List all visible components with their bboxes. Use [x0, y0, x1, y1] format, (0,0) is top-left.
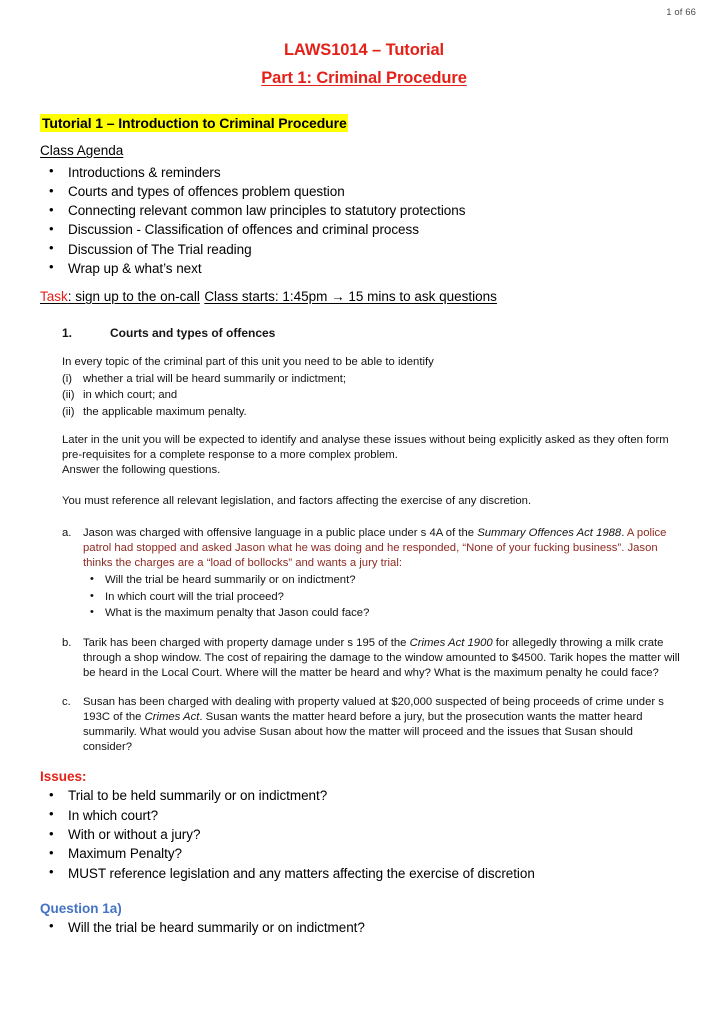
item-body: [83, 695, 680, 756]
item-body: [83, 526, 680, 622]
list-item: • In which court?: [40, 806, 688, 825]
roman-text: whether a trial will be heard summarily or indictment;: [83, 373, 347, 386]
list-item: • Maximum Penalty?: [40, 844, 688, 863]
item-label: a.: [62, 526, 72, 539]
item-text-highlighted-red: A police patrol had stopped and asked Jason what he was doing and he responded, “None of your fucking business”. Jason thinks the charges are a “load of bollocks” and wants a jury trial:: [83, 526, 667, 569]
roman-text: in which court; and: [83, 389, 178, 402]
list-item: [62, 371, 680, 387]
problem-question-reference-note: You must reference all relevant legislation, and factors affecting the exercise of any discretion.: [62, 494, 532, 507]
list-item: • Wrap up & what’s next: [40, 259, 688, 278]
roman-text: the applicable maximum penalty.: [83, 405, 247, 418]
list-item: • Discussion of The Trial reading: [40, 240, 688, 259]
task-text: : sign up to the on-call: [67, 288, 200, 304]
item-text-segment: .: [621, 526, 627, 539]
problem-question-heading: [62, 325, 680, 341]
question-list: [40, 918, 688, 937]
list-item: • Will the trial be heard summarily or on indictment?: [40, 918, 688, 937]
class-agenda-list: [40, 163, 688, 278]
item-body: [83, 636, 680, 681]
problem-item-c: [62, 695, 680, 756]
list-item: • Courts and types of offences problem question: [40, 182, 688, 201]
issues-list: [40, 786, 688, 882]
document-title-line1: LAWS1014 – Tutorial: [283, 41, 445, 59]
list-item: • Trial to be held summarily or on indictment?: [40, 786, 688, 805]
document-content: [40, 38, 688, 937]
list-item: • MUST reference legislation and any matters affecting the exercise of discretion: [40, 864, 688, 883]
list-item: • Discussion - Classification of offences and criminal process: [40, 220, 688, 239]
list-item: [62, 387, 680, 403]
list-item: • With or without a jury?: [40, 825, 688, 844]
item-text-segment: . Susan wants the matter heard before a jury, but the prosecution wants the matter heard summarily. What would you advise Susan about how the matter will proceed and the issues that Susan should consider?: [83, 711, 643, 754]
item-text-segment: Jason was charged with offensive language in a public place under s 4A of the: [83, 526, 478, 539]
item-a-sub-bullets: [83, 572, 680, 621]
problem-question-items: [62, 526, 680, 756]
problem-item-b: [62, 636, 680, 681]
problem-question-number: 1.: [62, 325, 73, 340]
list-item: • Will the trial be heard summarily or on indictment?: [83, 572, 680, 588]
tutorial-heading-text: Tutorial 1 – Introduction to Criminal Procedure: [42, 114, 347, 131]
list-item: [62, 404, 680, 420]
problem-question-paragraph-answer: Answer the following questions.: [62, 464, 221, 477]
roman-list: [62, 371, 680, 420]
roman-marker: (ii): [62, 405, 75, 418]
roman-marker: (ii): [62, 389, 75, 402]
statute-citation: Crimes Act 1900: [409, 636, 493, 649]
item-label: c.: [62, 695, 71, 708]
page-indicator: 1 of 66: [666, 7, 696, 18]
roman-marker: (i): [62, 373, 73, 386]
issues-label: Issues:: [40, 769, 87, 785]
task-line: [40, 289, 200, 304]
class-starts-line: Class starts: 1:45pm → 15 mins to ask questions: [204, 288, 497, 304]
problem-question-title: Courts and types of offences: [110, 325, 276, 340]
list-item: • Connecting relevant common law principles to statutory protections: [40, 201, 688, 220]
question-label: Question 1a): [40, 900, 122, 916]
tutorial-heading: [40, 115, 688, 131]
item-text-segment: for allegedly throwing a milk crate through a shop window. The cost of repairing the damage to the window amounted to $4500. Tarik hopes the matter will be heard in the Local Court. Where will the matter be heard and why? What is the maximum penalty he could face?: [83, 636, 680, 679]
item-text-segment: Susan has been charged with dealing with property valued at $20,000 suspected of being proceeds of crime under s 193C of the: [83, 695, 664, 724]
problem-question-intro: In every topic of the criminal part of this unit you need to be able to identify: [62, 355, 434, 368]
item-text-segment: Tarik has been charged with property damage under s 195 of the: [83, 636, 410, 649]
list-item: • What is the maximum penalty that Jason could face?: [83, 605, 680, 621]
list-item: • Introductions & reminders: [40, 163, 688, 182]
task-label: Task: [40, 288, 68, 304]
statute-citation: Summary Offences Act 1988: [477, 526, 622, 539]
problem-question-block: [62, 325, 680, 756]
list-item: • In which court will the trial proceed?: [83, 589, 680, 605]
problem-item-a: [62, 526, 680, 622]
class-agenda-label: Class Agenda: [40, 142, 124, 158]
item-label: b.: [62, 636, 72, 649]
document-title-line2: Part 1: Criminal Procedure: [261, 68, 467, 87]
statute-citation: Crimes Act: [144, 711, 200, 724]
problem-question-paragraph-later: Later in the unit you will be expected to identify and analyse these issues without being explicitly asked as they often form pre-requisites for a complete response to a more complex problem.: [62, 434, 669, 462]
